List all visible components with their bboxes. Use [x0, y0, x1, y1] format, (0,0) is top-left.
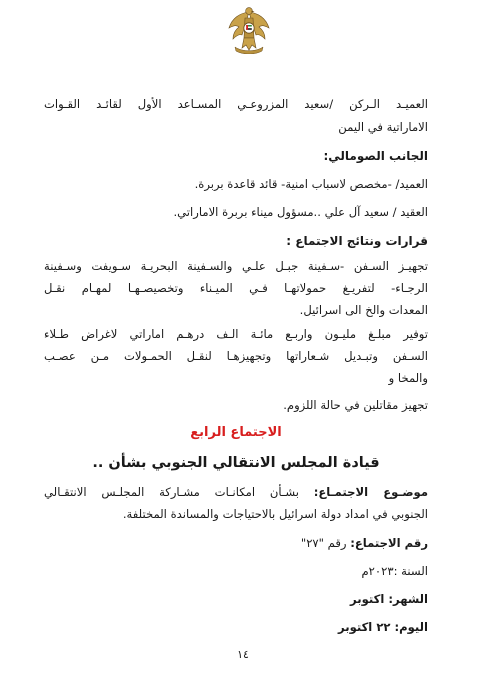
meeting-day-value: ٢٢ اكتوبر — [338, 620, 395, 634]
somali-side-item-1: العميد/ -مخصص لاسباب امنية- قائد قاعدة بربرة. — [194, 177, 428, 191]
meeting-title: الاجتماع الرابع — [190, 425, 282, 440]
somali-side-heading: الجانب الصومالي: — [323, 149, 428, 163]
decision-1-line-1: تجهيـز السـفن -سـفينة جبـل علـي والسـفينة البحريـة سـويفت وسـفينة — [44, 259, 428, 273]
meeting-day — [44, 620, 428, 634]
meeting-subject-label: موضـوع الاجتمـاع: — [313, 485, 428, 499]
meeting-number-value: رقم "٢٧" — [300, 536, 351, 550]
meeting-number-label: رقم الاجتماع: — [350, 536, 428, 550]
decision-3: تجهيز مقاتلين في حالة اللزوم. — [283, 398, 428, 412]
page-number: ١٤ — [237, 648, 249, 661]
meeting-subject-line-1 — [44, 485, 428, 499]
meeting-subtitle: قيادة المجلس الانتقالي الجنوبي بشأن .. — [92, 455, 380, 471]
decision-2-line-1: توفير مبلـغ مليـون واربـع مائـة الـف درهـم اماراتي لاغراض طـلاء — [44, 327, 428, 341]
header-line-2: الاماراتية في اليمن — [338, 120, 428, 134]
decision-1-line-2: الرجـاء- لتفريـغ حمولاتهـا فـي الميـناء وتخصيصـهـا لمهـام نقـل — [44, 281, 428, 295]
meeting-subject-line-2: الجنوبي في امداد دولة اسرائيل بالاحتياجات والمساندة المختلفة. — [122, 507, 428, 521]
meeting-subject-text: بشـأن امكانـات مشـاركة المجلـس الانتقـالي — [44, 485, 314, 499]
decision-2-line-2: السـفن وتبـديل شـعاراتها وتجهيزهـا لنقـل الحمـولات مـن عصـب — [44, 349, 428, 363]
decisions-heading: قرارات ونتائج الاجتماع : — [286, 234, 428, 248]
somali-side-item-2: العقيد / سعيد آل علي ..مسؤول ميناء بربرة الاماراتي. — [173, 205, 428, 219]
meeting-number — [44, 536, 428, 550]
meeting-month-value: اكتوبر — [350, 592, 389, 606]
meeting-month-label: الشهر: — [388, 592, 428, 606]
meeting-year: السنة :٢٠٢٣م — [361, 564, 428, 578]
header-line-1: العميـد الـركن /سعيد المزروعـي المسـاعد الأول لقائـد القـوات — [44, 97, 428, 111]
meeting-day-label: اليوم: — [394, 620, 428, 634]
decision-2-line-3: والمخا و — [388, 371, 428, 385]
decision-1-line-3: المعدات والخ الى اسرائيل. — [299, 303, 428, 317]
meeting-month — [44, 592, 428, 606]
uae-falcon-emblem-icon — [226, 4, 272, 54]
